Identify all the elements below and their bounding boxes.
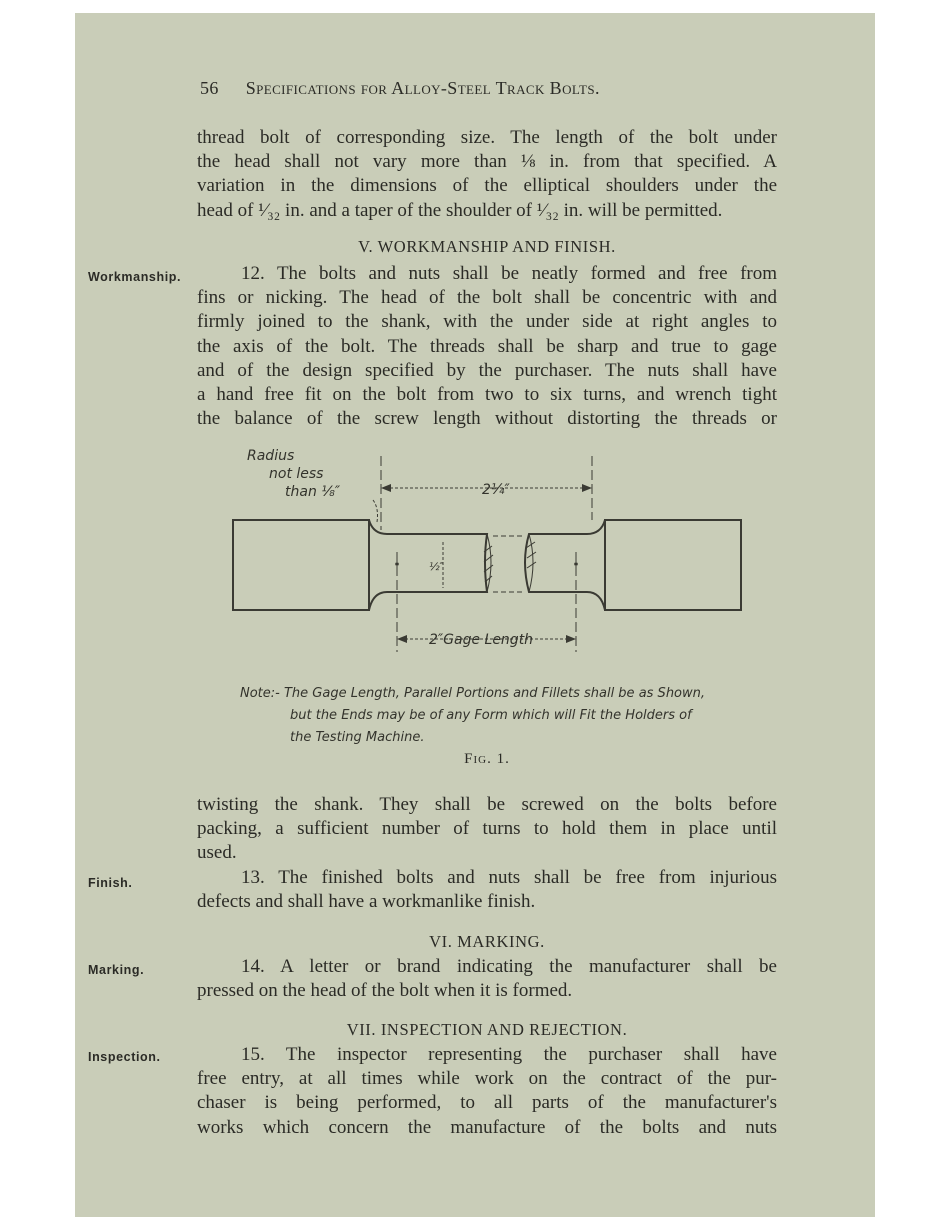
text-line: twisting the shank. They shall be screwed on the bolts before (197, 794, 777, 815)
text-line: head of ¹⁄₃₂ in. and a taper of the shoulder of ¹⁄₃₂ in. will be permitted. (197, 199, 723, 221)
paragraph-continued (197, 126, 777, 223)
text-line: variation in the dimensions of the elliptical shoulders under the (197, 175, 777, 197)
text-line: 14. A letter or brand indicating the manufacturer shall be (241, 956, 777, 977)
paragraph-15 (197, 1043, 777, 1140)
figure-caption: Fig. 1. (464, 751, 510, 767)
arrowhead (582, 484, 592, 492)
radius-label: not less (269, 466, 324, 482)
center-dot (395, 562, 399, 566)
right-reduced-section (525, 520, 605, 610)
text-line: the balance of the screw length without distorting the threads or (197, 408, 777, 430)
text-line: fins or nicking. The head of the bolt shall be concentric with and (197, 287, 777, 309)
page-number: 56 (200, 78, 219, 98)
text-line: packing, a sufficient number of turns to hold them in place until (197, 818, 777, 840)
text-line: firmly joined to the shank, with the under side at right angles to (197, 311, 777, 333)
arrowhead (566, 635, 576, 643)
section-heading-marking: VI. MARKING. (429, 932, 545, 951)
note-line: Note:- The Gage Length, Parallel Portions and Fillets shall be as Shown, (240, 686, 706, 701)
hatch-line (527, 552, 536, 558)
text-line: the head shall not vary more than ⅛ in. from that specified. A (197, 151, 777, 173)
center-dot (574, 562, 578, 566)
sidenote-inspection: Inspection. (88, 1050, 161, 1064)
radius-leader (373, 500, 378, 522)
arrowhead (381, 484, 391, 492)
radius-label: than ⅛″ (285, 484, 341, 500)
text-line: works which concern the manufacture of the bolts and nuts (197, 1116, 777, 1138)
text-line: thread bolt of corresponding size. The length of the bolt under (197, 127, 777, 148)
text-line: 13. The finished bolts and nuts shall be free from injurious (241, 867, 777, 888)
dimension-label-top: 2¼″ (482, 482, 510, 498)
left-reduced-section (369, 520, 487, 610)
text-line: chaser is being performed, to all parts of the manufacturer's (197, 1092, 777, 1114)
text-line: used. (197, 842, 237, 864)
hatch-line (527, 562, 536, 568)
text-line: 12. The bolts and nuts shall be neatly formed and free from (241, 263, 777, 284)
sidenote-workmanship: Workmanship. (88, 270, 182, 284)
text-line: defects and shall have a workmanlike finish. (197, 891, 536, 913)
paragraph-14 (197, 955, 777, 1003)
text-line: and of the design specified by the purchaser. The nuts shall have (197, 359, 777, 381)
dimension-label-middle: ½″ (429, 560, 444, 573)
paragraph-12 (197, 262, 777, 431)
specimen-drawing (225, 442, 755, 662)
text-line: pressed on the head of the bolt when it is formed. (197, 980, 573, 1002)
sidenote-marking: Marking. (88, 963, 145, 977)
paragraph-13 (197, 866, 777, 914)
right-end-block (605, 520, 741, 610)
section-heading-inspection: VII. INSPECTION AND REJECTION. (346, 1020, 628, 1039)
section-heading-workmanship: V. WORKMANSHIP AND FINISH. (358, 237, 616, 256)
text-line: a hand free fit on the bolt from two to six turns, and wrench tight (197, 384, 777, 406)
note-line: the Testing Machine. (290, 730, 425, 745)
arrowhead (397, 635, 407, 643)
text-line: the axis of the bolt. The threads shall be sharp and true to gage (197, 335, 777, 357)
running-header (200, 78, 780, 99)
break-hatch-left (487, 534, 491, 592)
left-end-block (233, 520, 369, 610)
paragraph-continued-2 (197, 793, 777, 866)
sidenote-finish: Finish. (88, 876, 133, 890)
text-line: free entry, at all times while work on the contract of the pur- (197, 1068, 777, 1090)
break-hatch-right (529, 534, 533, 592)
running-title: Specifications for Alloy-Steel Track Bolts. (245, 78, 600, 98)
dimension-label-bottom: 2″Gage Length (429, 632, 534, 648)
radius-label: Radius (247, 448, 295, 464)
figure-note (240, 683, 760, 749)
note-line: but the Ends may be of any Form which will Fit the Holders of (290, 708, 692, 723)
text-line: 15. The inspector representing the purchaser shall have (241, 1044, 777, 1065)
